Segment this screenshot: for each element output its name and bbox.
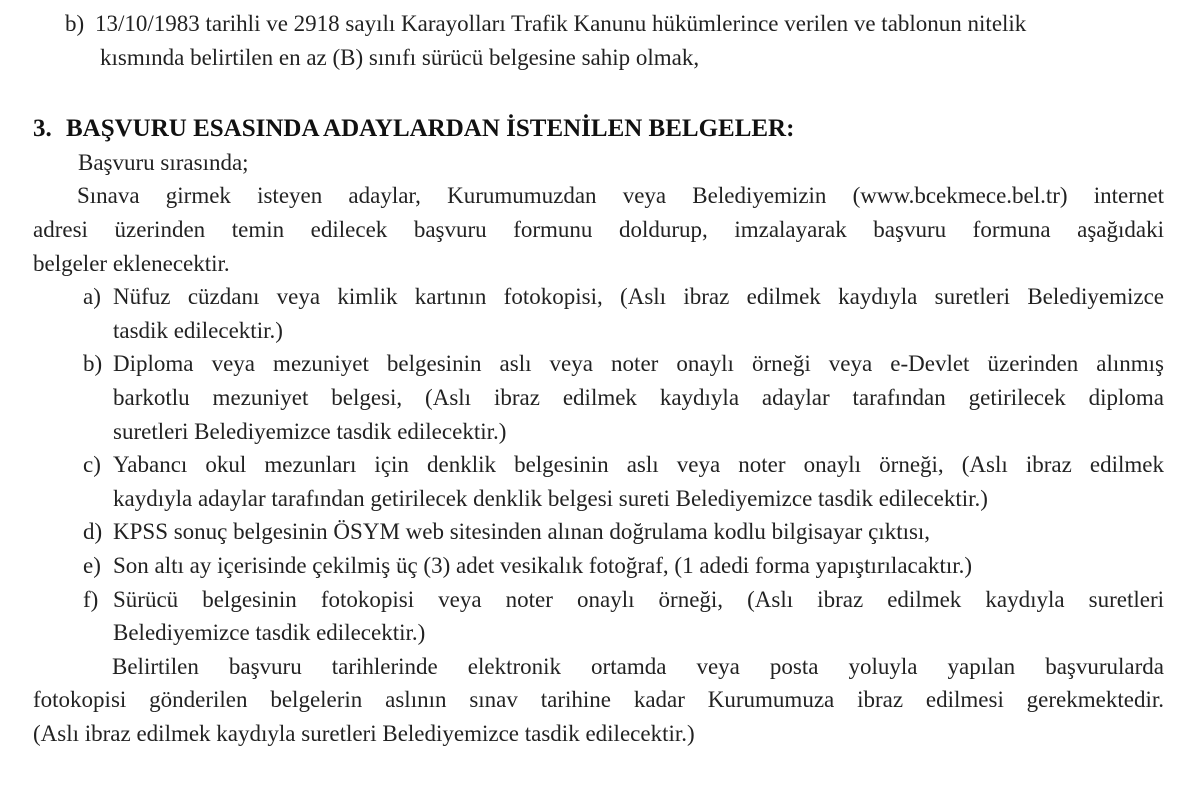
list-item-a: [33, 280, 1164, 314]
item-marker-b: b): [83, 351, 103, 377]
item-a-line: tasdik edilecektir.): [113, 317, 283, 343]
intro-paragraph-line: belgeler eklenecektir.: [33, 250, 230, 276]
item-marker-e: e): [83, 552, 101, 578]
prior-item-line: kısmında belirtilen en az (B) sınıfı sürücü belgesine sahip olmak,: [100, 44, 700, 70]
item-d-text: KPSS sonuç belgesinin ÖSYM web sitesinden alınan doğrulama kodlu bilgisayar çıktısı,: [113, 519, 931, 545]
item-c-line: kaydıyla adaylar tarafından getirilecek denklik belgesi sureti Belediyemizce tasdik edilecektir.): [113, 485, 988, 511]
item-e-text: Son altı ay içerisinde çekilmiş üç (3) adet vesikalık fotoğraf, (1 adedi forma yapıştırılacaktır.): [113, 552, 973, 578]
intro-paragraph-line: adresi üzerinden temin edilecek başvuru formunu doldurup, imzalayarak başvuru formuna aşağıdaki: [33, 216, 1164, 242]
item-b-line: suretleri Belediyemizce tasdik edilecektir.): [113, 418, 507, 444]
item-marker-a: a): [83, 284, 101, 310]
closing-paragraph-line: fotokopisi gönderilen belgelerin aslının sınav tarihine kadar Kurumumuza ibraz edilmesi gerekmektedir.: [33, 687, 1164, 713]
item-marker-c: c): [83, 452, 101, 478]
list-item-e: [33, 549, 1164, 583]
closing-paragraph-line: Belirtilen başvuru tarihlerinde elektronik ortamda veya posta yoluyla yapılan başvurularda: [112, 653, 1164, 679]
section-heading: [33, 112, 1164, 146]
item-f-line: Belediyemizce tasdik edilecektir.): [113, 620, 426, 646]
section-title: BAŞVURU ESASINDA ADAYLARDAN İSTENİLEN BELGELER:: [66, 115, 795, 143]
item-f-text: Sürücü belgesinin fotokopisi veya noter onaylı örneği, (Aslı ibraz edilmek kaydıyla suretleri: [113, 586, 1164, 612]
item-marker-d: d): [83, 519, 103, 545]
lead-line: Başvuru sırasında;: [78, 149, 249, 175]
prior-item-marker: b): [65, 11, 85, 36]
item-b-text: Diploma veya mezuniyet belgesinin aslı veya noter onaylı örneği veya e-Devlet üzerinden alınmış: [113, 351, 1164, 377]
list-item-b: [33, 347, 1164, 381]
list-item-d: [33, 515, 1164, 549]
prior-item-text: 13/10/1983 tarihli ve 2918 sayılı Karayolları Trafik Kanunu hükümlerince verilen ve tablonun nitelik: [95, 11, 1027, 36]
item-marker-f: f): [83, 586, 99, 612]
item-b-line: barkotlu mezuniyet belgesi, (Aslı ibraz edilmek kaydıyla adaylar tarafından getirilecek diploma: [113, 384, 1164, 410]
item-a-text: Nüfuz cüzdanı veya kimlik kartının fotokopisi, (Aslı ibraz edilmek kaydıyla suretleri Belediyemizce: [113, 284, 1164, 310]
section-number: 3.: [33, 115, 52, 143]
prior-list-item: [33, 7, 1164, 41]
intro-paragraph-line: Sınava girmek isteyen adaylar, Kurumumuzdan veya Belediyemizin (www.bcekmece.bel.tr) internet: [77, 183, 1164, 209]
list-item-c: [33, 448, 1164, 482]
item-c-text: Yabancı okul mezunları için denklik belgesinin aslı veya noter onaylı örneği, (Aslı ibraz edilmek: [113, 452, 1164, 478]
closing-paragraph-line: (Aslı ibraz edilmek kaydıyla suretleri Belediyemizce tasdik edilecektir.): [33, 720, 695, 746]
list-item-f: [33, 583, 1164, 617]
